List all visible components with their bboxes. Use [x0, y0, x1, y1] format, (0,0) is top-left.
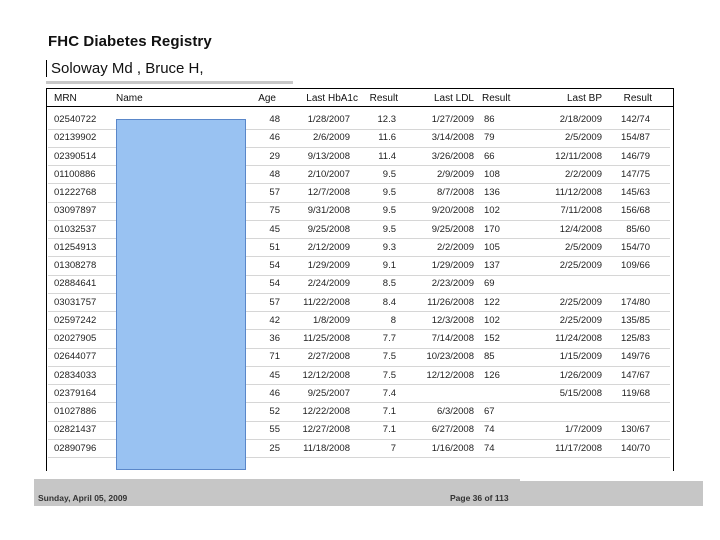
- cell-mrn: 02540722: [54, 114, 97, 125]
- header-divider: [46, 106, 673, 107]
- cell-hba1c-result: 12.3: [377, 114, 396, 125]
- cell-last-bp: 11/24/2008: [555, 333, 602, 344]
- footer-date: Sunday, April 05, 2009: [38, 493, 128, 503]
- cell-last-bp: 12/4/2008: [559, 223, 602, 235]
- cell-hba1c-result: 9.5: [382, 223, 396, 235]
- cell-last-bp: 2/5/2009: [565, 132, 602, 144]
- cell-mrn: 02890796: [54, 442, 97, 454]
- cell-bp-result: 147/75: [620, 168, 650, 180]
- cell-last-ldl: 1/16/2008: [431, 442, 474, 454]
- cell-last-hba1c: 9/25/2008: [307, 223, 350, 235]
- cell-hba1c-result: 9.5: [382, 187, 396, 198]
- cell-last-ldl: 6/27/2008: [431, 424, 474, 436]
- cell-last-hba1c: 2/6/2009: [313, 132, 350, 144]
- cell-hba1c-result: 7.5: [382, 351, 396, 363]
- cell-age: 75: [269, 205, 280, 217]
- cell-age: 29: [269, 150, 280, 162]
- cell-last-ldl: 1/29/2009: [431, 260, 474, 271]
- name-redaction-box: [116, 119, 246, 470]
- physician-name: Soloway Md , Bruce H,: [46, 60, 204, 77]
- cell-bp-result: 145/63: [620, 187, 650, 198]
- cell-mrn: 01308278: [54, 260, 97, 271]
- cell-ldl-result: 85: [484, 351, 495, 363]
- cell-last-hba1c: 1/29/2009: [307, 260, 350, 271]
- cell-last-bp: 11/12/2008: [555, 187, 602, 198]
- cell-bp-result: 146/79: [620, 150, 650, 162]
- cell-last-hba1c: 11/18/2008: [303, 442, 350, 454]
- cell-last-ldl: 2/9/2009: [437, 168, 474, 180]
- page-footer-bar: [34, 479, 703, 506]
- cell-last-bp: 1/7/2009: [565, 424, 602, 436]
- cell-mrn: 01027886: [54, 406, 97, 417]
- footer-page-number: Page 36 of 113: [450, 493, 509, 503]
- cell-ldl-result: 102: [484, 314, 500, 326]
- cell-ldl-result: 79: [484, 132, 495, 144]
- cell-hba1c-result: 8.5: [382, 278, 396, 290]
- cell-age: 54: [269, 278, 280, 290]
- cell-last-hba1c: 12/12/2008: [302, 369, 350, 381]
- cell-last-bp: 7/11/2008: [560, 205, 602, 217]
- cell-mrn: 01222768: [54, 187, 97, 198]
- column-header-last-bp: Last BP: [566, 93, 602, 104]
- cell-ldl-result: 66: [484, 150, 495, 162]
- cell-last-bp: 11/17/2008: [555, 442, 602, 454]
- column-header-ldl-result: Result: [482, 93, 511, 104]
- column-header-last-ldl: Last LDL: [433, 93, 474, 104]
- cell-bp-result: 154/70: [620, 241, 650, 253]
- cell-last-bp: 1/15/2009: [559, 351, 602, 363]
- column-header-age: Age: [258, 93, 276, 104]
- cell-last-hba1c: 2/10/2007: [307, 168, 350, 180]
- physician-underline: [46, 81, 293, 84]
- cell-bp-result: 125/83: [620, 333, 650, 344]
- cell-hba1c-result: 9.3: [382, 241, 396, 253]
- cell-last-bp: 5/15/2008: [559, 387, 602, 399]
- cell-last-ldl: 1/27/2009: [431, 114, 474, 125]
- cell-last-hba1c: 9/25/2007: [307, 387, 350, 399]
- cell-last-ldl: 12/12/2008: [426, 369, 474, 381]
- footer-gap: [520, 479, 703, 481]
- cell-last-ldl: 3/26/2008: [431, 150, 474, 162]
- cell-bp-result: 154/87: [620, 132, 650, 144]
- cell-ldl-result: 86: [484, 114, 495, 125]
- cell-age: 46: [269, 132, 280, 144]
- cell-age: 48: [269, 114, 280, 125]
- cell-last-ldl: 6/3/2008: [437, 406, 474, 417]
- cell-last-ldl: 9/25/2008: [431, 223, 474, 235]
- cell-mrn: 01032537: [54, 223, 97, 235]
- cell-last-bp: 2/2/2009: [565, 168, 602, 180]
- cell-last-hba1c: 9/13/2008: [307, 150, 350, 162]
- cell-bp-result: 109/66: [620, 260, 650, 271]
- cell-hba1c-result: 7: [390, 442, 396, 454]
- cell-age: 51: [269, 241, 280, 253]
- cell-mrn: 01100886: [54, 168, 96, 180]
- column-header-name: Name: [116, 93, 143, 104]
- cell-bp-result: 140/70: [620, 442, 650, 454]
- cell-last-bp: 12/11/2008: [555, 150, 602, 162]
- cell-ldl-result: 67: [484, 406, 495, 417]
- column-header-bp-result: Result: [623, 93, 652, 104]
- cell-last-hba1c: 2/24/2009: [307, 278, 350, 290]
- cell-ldl-result: 122: [484, 296, 500, 308]
- cell-mrn: 02139902: [54, 132, 97, 144]
- cell-last-bp: 2/25/2009: [559, 314, 602, 326]
- cell-last-bp: 2/5/2009: [565, 241, 602, 253]
- cell-mrn: 02390514: [54, 150, 97, 162]
- cell-ldl-result: 74: [484, 442, 495, 454]
- cell-age: 45: [269, 369, 280, 381]
- cell-hba1c-result: 7.4: [382, 387, 396, 399]
- cell-last-ldl: 7/14/2008: [431, 333, 474, 344]
- cell-last-hba1c: 9/31/2008: [307, 205, 350, 217]
- cell-last-hba1c: 12/7/2008: [307, 187, 350, 198]
- cell-bp-result: 149/76: [620, 351, 650, 363]
- cell-hba1c-result: 8.4: [382, 296, 396, 308]
- cell-hba1c-result: 7.7: [382, 333, 396, 344]
- cell-bp-result: 142/74: [620, 114, 650, 125]
- cell-age: 57: [269, 187, 280, 198]
- cell-age: 25: [269, 442, 280, 454]
- cell-hba1c-result: 11.4: [378, 150, 396, 162]
- column-header-last-hba1c: Last HbA1c: [306, 93, 358, 104]
- cell-hba1c-result: 7.1: [382, 424, 396, 436]
- cell-ldl-result: 136: [484, 187, 500, 198]
- cell-last-ldl: 9/20/2008: [431, 205, 474, 217]
- cell-age: 71: [269, 351, 280, 363]
- cell-last-hba1c: 2/12/2009: [307, 241, 350, 253]
- cell-ldl-result: 74: [484, 424, 495, 436]
- cell-mrn: 01254913: [54, 241, 97, 253]
- cell-hba1c-result: 9.5: [382, 168, 396, 180]
- cell-hba1c-result: 9.5: [382, 205, 396, 217]
- cell-hba1c-result: 7.5: [382, 369, 396, 381]
- cell-ldl-result: 69: [484, 278, 495, 290]
- report-title: FHC Diabetes Registry: [48, 33, 212, 50]
- cell-bp-result: 119/68: [621, 387, 650, 399]
- cell-ldl-result: 152: [484, 333, 500, 344]
- cell-age: 55: [269, 424, 280, 436]
- cell-bp-result: 130/67: [620, 424, 650, 436]
- cell-hba1c-result: 11.6: [378, 132, 396, 144]
- cell-ldl-result: 170: [484, 223, 500, 235]
- cell-ldl-result: 108: [484, 168, 500, 180]
- cell-ldl-result: 137: [484, 260, 500, 271]
- cell-bp-result: 156/68: [620, 205, 650, 217]
- cell-bp-result: 85/60: [626, 223, 650, 235]
- cell-mrn: 02821437: [54, 424, 97, 436]
- cell-last-hba1c: 11/25/2008: [303, 333, 350, 344]
- cell-mrn: 03031757: [54, 296, 97, 308]
- cell-last-hba1c: 2/27/2008: [307, 351, 350, 363]
- cell-mrn: 03097897: [54, 205, 97, 217]
- cell-bp-result: 174/80: [620, 296, 650, 308]
- cell-age: 54: [269, 260, 280, 271]
- cell-last-hba1c: 12/22/2008: [302, 406, 350, 417]
- cell-age: 42: [269, 314, 280, 326]
- cell-last-hba1c: 1/8/2009: [313, 314, 350, 326]
- cell-bp-result: 135/85: [620, 314, 650, 326]
- cell-last-ldl: 11/26/2008: [427, 296, 474, 308]
- cell-last-ldl: 12/3/2008: [431, 314, 474, 326]
- cell-last-bp: 2/25/2009: [559, 296, 602, 308]
- cell-last-bp: 2/18/2009: [559, 114, 602, 125]
- cell-last-ldl: 3/14/2008: [431, 132, 474, 144]
- cell-last-ldl: 2/2/2009: [437, 241, 474, 253]
- cell-age: 48: [269, 168, 280, 180]
- cell-last-hba1c: 11/22/2008: [303, 296, 350, 308]
- cell-hba1c-result: 8: [390, 314, 396, 326]
- cell-ldl-result: 126: [484, 369, 500, 381]
- cell-last-ldl: 2/23/2009: [431, 278, 474, 290]
- cell-last-ldl: 8/7/2008: [437, 187, 474, 198]
- cell-age: 45: [269, 223, 280, 235]
- cell-last-hba1c: 1/28/2007: [307, 114, 350, 125]
- cell-ldl-result: 102: [484, 205, 500, 217]
- cell-last-bp: 1/26/2009: [559, 369, 602, 381]
- cell-mrn: 02597242: [54, 314, 97, 326]
- cell-last-ldl: 10/23/2008: [426, 351, 474, 363]
- cell-mrn: 02027905: [54, 333, 97, 344]
- column-header-mrn: MRN: [54, 93, 77, 104]
- column-header-hba1c-result: Result: [369, 93, 398, 104]
- cell-age: 36: [269, 333, 280, 344]
- cell-last-bp: 2/25/2009: [559, 260, 602, 271]
- cell-mrn: 02884641: [54, 278, 97, 290]
- cell-age: 57: [269, 296, 280, 308]
- cell-mrn: 02379164: [54, 387, 97, 399]
- cell-mrn: 02834033: [54, 369, 97, 381]
- cell-bp-result: 147/67: [620, 369, 650, 381]
- cell-hba1c-result: 7.1: [382, 406, 396, 417]
- cell-age: 52: [269, 406, 280, 417]
- cell-last-hba1c: 12/27/2008: [302, 424, 350, 436]
- cell-ldl-result: 105: [484, 241, 500, 253]
- cell-mrn: 02644077: [54, 351, 97, 363]
- cell-age: 46: [269, 387, 280, 399]
- cell-hba1c-result: 9.1: [382, 260, 396, 271]
